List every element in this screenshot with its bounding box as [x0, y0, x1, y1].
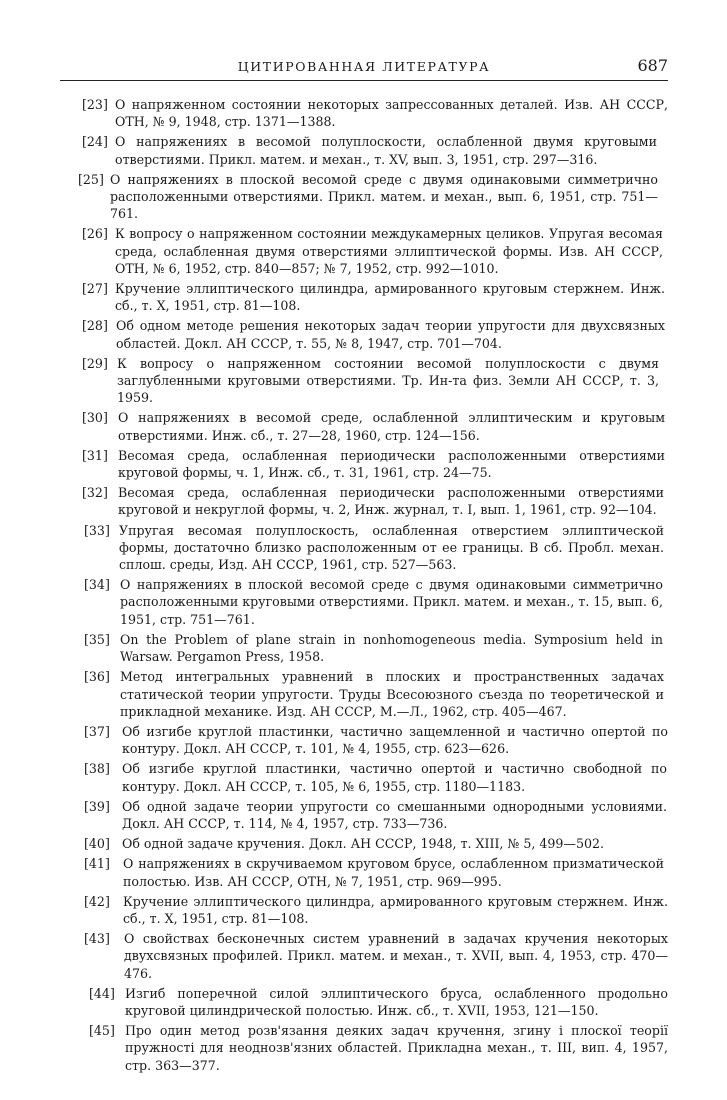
- reference-item: [0, 317, 727, 351]
- reference-item: [0, 280, 727, 314]
- reference-item: [0, 930, 727, 982]
- reference-number: [27]: [82, 281, 108, 297]
- reference-text: К вопросу о напряженном состоянии весомой полуплоскости с двумя заглубленными круговыми отверстиями. Тр. Ин-та физ. Земли АН СССР, т. 3, 1959.: [117, 355, 659, 406]
- reference-number: [40]: [84, 836, 110, 852]
- running-header: [60, 56, 668, 78]
- reference-number: [36]: [84, 669, 110, 685]
- reference-text: О напряжениях в плоской весомой среде с двумя одинаковыми симметрично расположенными отверстиями. Прикл. матем. и механ., вып. 6, 1951, стр. 751—761.: [110, 171, 658, 222]
- reference-text: On the Problem of plane strain in nonhomogeneous media. Symposium held in Warsaw. Pergamon Press, 1958.: [120, 631, 663, 665]
- reference-number: [42]: [84, 893, 110, 909]
- reference-text: Об одной задаче теории упругости со смешанными однородными условиями. Докл. АН СССР, т. 114, № 4, 1957, стр. 733—736.: [122, 798, 667, 831]
- header-title: ЦИТИРОВАННАЯ ЛИТЕРАТУРА: [237, 59, 491, 74]
- reference-number: [30]: [82, 410, 108, 426]
- reference-text: Об изгибе круглой пластинки, частично защемленной и частично опертой по контуру. Докл. АН СССР, т. 101, № 4, 1955, стр. 623—626.: [122, 723, 668, 757]
- reference-number: [37]: [84, 723, 110, 739]
- reference-number: [24]: [82, 134, 108, 150]
- reference-item: [0, 522, 727, 574]
- reference-item: [0, 835, 727, 852]
- reference-number: [29]: [82, 355, 108, 371]
- reference-list: [0, 96, 727, 1077]
- reference-item: [0, 133, 727, 167]
- reference-number: [33]: [84, 522, 110, 538]
- reference-text: О напряжениях в весомой среде, ослабленной эллиптическим и круговым отверстиями. Инж. сб., т. 27—28, 1960, стр. 124—156.: [118, 410, 665, 443]
- reference-item: [0, 668, 727, 720]
- reference-item: [0, 355, 727, 407]
- reference-text: Упругая весомая полуплоскость, ослабленная отверстием эллиптической формы, достаточно близко расположенным от ее границы. В сб. Пробл. механ. сплош. среды, Изд. АН СССР, 1961, стр. 527—563.: [119, 522, 664, 573]
- reference-item: [0, 225, 727, 277]
- reference-item: [0, 484, 727, 518]
- reference-number: [41]: [84, 856, 110, 872]
- reference-text: О напряженном состоянии некоторых запрессованных деталей. Изв. АН СССР, ОТН, № 9, 1948, стр. 1371—1388.: [115, 97, 668, 130]
- reference-item: [0, 1022, 727, 1074]
- reference-text: Об одной задаче кручения. Докл. АН СССР, 1948, т. XIII, № 5, 499—502.: [122, 836, 605, 852]
- reference-number: [43]: [84, 931, 110, 947]
- reference-item: [0, 409, 727, 443]
- reference-item: [0, 576, 727, 628]
- reference-item: [0, 855, 727, 889]
- reference-number: [28]: [82, 318, 108, 334]
- reference-number: [38]: [84, 761, 110, 777]
- reference-number: [32]: [82, 485, 108, 501]
- reference-text: Кручение эллиптического цилиндра, армированного круговым стержнем. Инж. сб., т. X, 1951, стр. 81—108.: [123, 893, 668, 926]
- reference-text: Про один метод розв'язання деяких задач кручення, згину і плоскої теорії пружності для неоднозв'язних областей. Прикладна механ., т. III, вип. 4, 1957, стр. 363—377.: [125, 1023, 668, 1073]
- reference-number: [45]: [89, 1023, 115, 1039]
- reference-number: [26]: [82, 226, 108, 242]
- reference-text: О напряжениях в весомой полуплоскости, ослабленной двумя круговыми отверстиями. Прикл. матем. и механ., т. XV, вып. 3, 1951, стр. 297—316.: [115, 134, 657, 167]
- reference-text: Кручение эллиптического цилиндра, армированного круговым стержнем. Инж. сб., т. X, 1951, стр. 81—108.: [115, 281, 665, 314]
- reference-number: [23]: [82, 97, 108, 112]
- reference-item: [0, 171, 727, 223]
- reference-item: [0, 985, 727, 1019]
- reference-number: [25]: [78, 171, 104, 187]
- reference-text: Весомая среда, ослабленная периодически расположенными отверстиями круговой и некруглой формы, ч. 2, Инж. журнал, т. I, вып. 1, 1961, стр. 92—104.: [118, 485, 664, 518]
- reference-text: Об одном методе решения некоторых задач теории упругости для двухсвязных областей. Докл. АН СССР, т. 55, № 8, 1947, стр. 701—704.: [116, 318, 665, 351]
- reference-text: О свойствах бесконечных систем уравнений в задачах кручения некоторых двухсвязных профилей. Прикл. матем. и механ., т. XVII, вып. 4, 1953, стр. 470—476.: [124, 931, 668, 981]
- reference-number: [44]: [89, 985, 115, 1001]
- header-rule: [60, 80, 668, 81]
- reference-text: Метод интегральных уравнений в плоских и пространственных задачах статической теории упругости. Труды Всесоюзного съезда по теоретической и прикладной механике. Изд. АН СССР, М.—Л., 1962, стр. 405—467.: [120, 669, 664, 719]
- reference-text: Весомая среда, ослабленная периодически расположенными отверстиями круговой формы, ч. 1, Инж. сб., т. 31, 1961, стр. 24—75.: [118, 447, 665, 481]
- reference-item: [0, 447, 727, 481]
- reference-item: [0, 723, 727, 757]
- reference-item: [0, 798, 727, 832]
- reference-text: О напряжениях в плоской весомой среде с двумя одинаковыми симметрично расположенными круговыми отверстиями. Прикл. матем. и механ., т. 15, вып. 6, 1951, стр. 751—761.: [120, 577, 663, 627]
- reference-number: [31]: [82, 447, 108, 463]
- reference-text: К вопросу о напряженном состоянии междукамерных целиков. Упругая весомая среда, ослабленная двумя отверстиями эллиптической формы. Изв. АН СССР, ОТН, № 6, 1952, стр. 840—857; № 7, 1952, стр. 992—1010.: [115, 226, 663, 276]
- reference-item: [0, 631, 727, 665]
- page-number: 687: [637, 56, 668, 75]
- reference-number: [35]: [84, 631, 110, 647]
- reference-text: Изгиб поперечной силой эллиптического бруса, ослабленного продольно круговой цилиндрической полостью. Инж. сб., т. XVII, 1953, 121—150.: [125, 985, 668, 1018]
- reference-text: Об изгибе круглой пластинки, частично опертой и частично свободной по контуру. Докл. АН СССР, т. 105, № 6, 1955, стр. 1180—1183.: [122, 761, 667, 794]
- reference-item: [0, 96, 727, 130]
- reference-item: [0, 760, 727, 794]
- reference-text: О напряжениях в скручиваемом круговом брусе, ослабленном призматической полостью. Изв. АН СССР, ОТН, № 7, 1951, стр. 969—995.: [123, 856, 664, 889]
- reference-number: [39]: [84, 798, 110, 814]
- reference-item: [0, 893, 727, 927]
- reference-number: [34]: [84, 577, 110, 593]
